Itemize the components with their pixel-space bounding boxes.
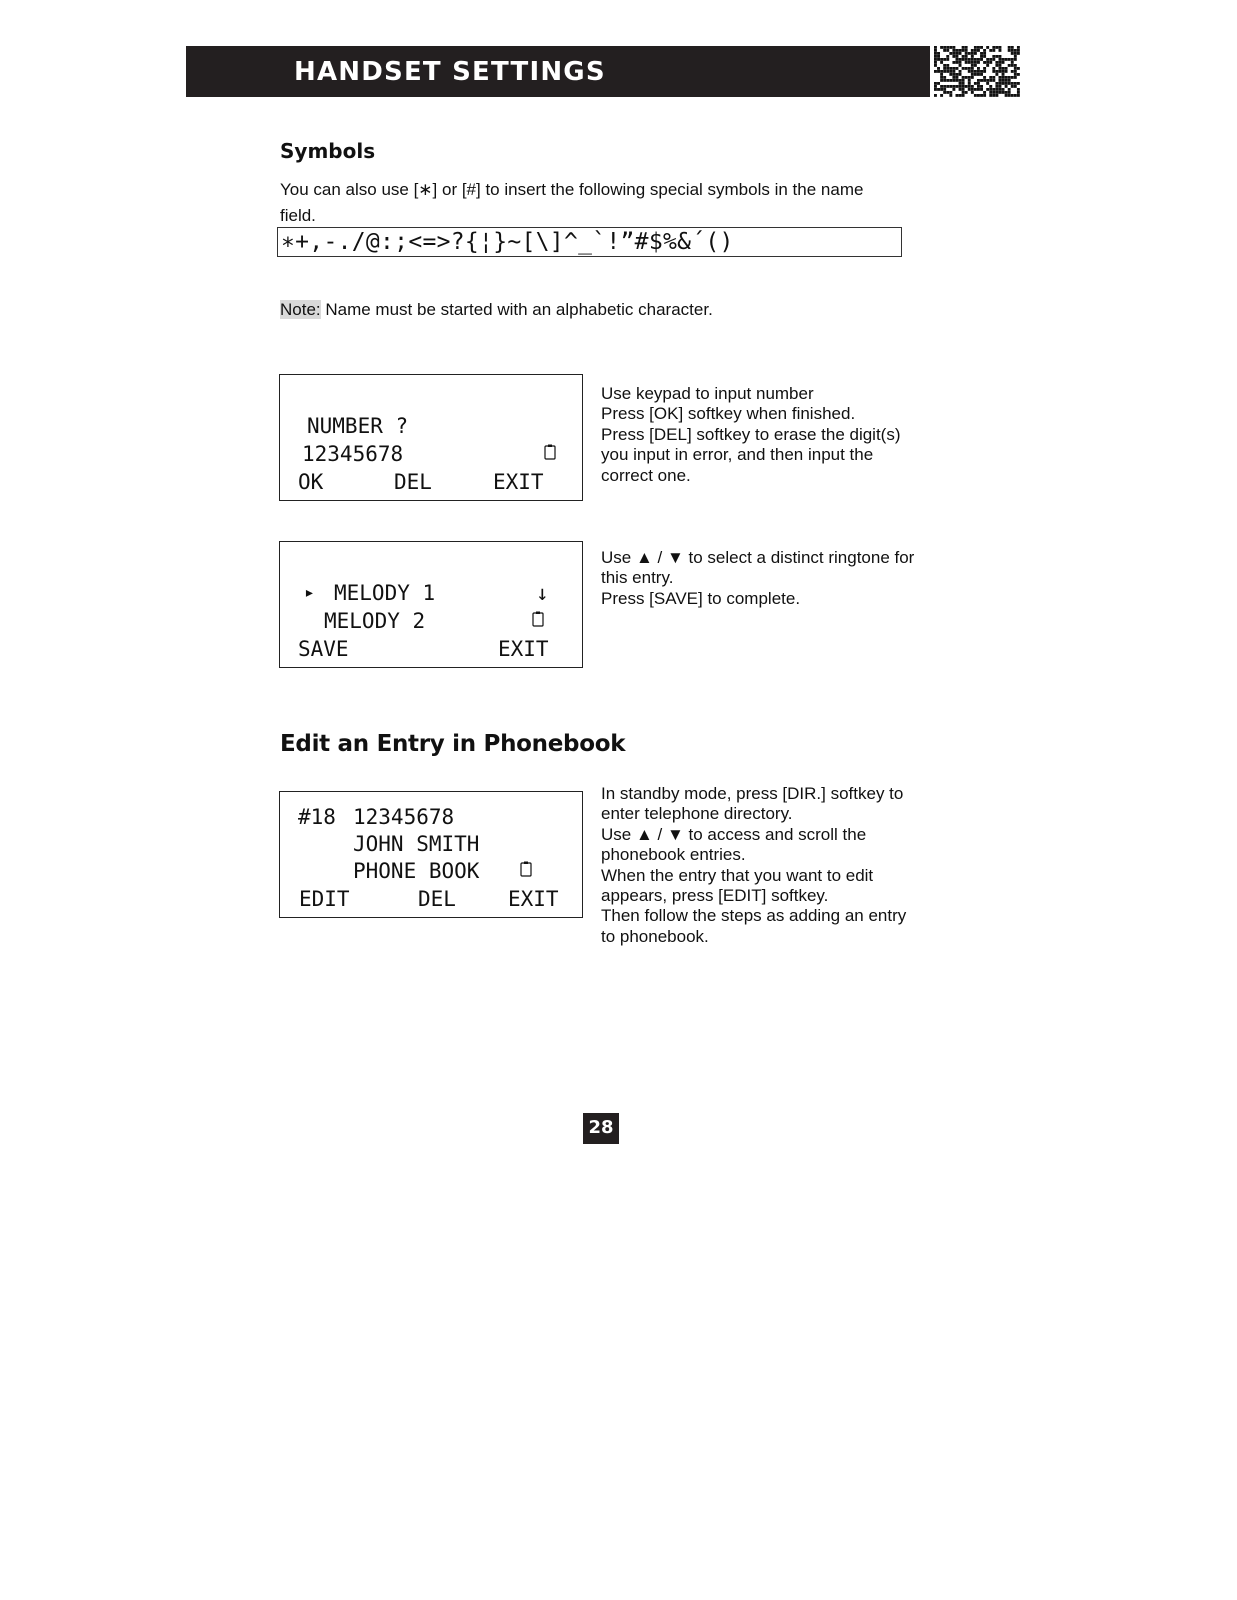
note bbox=[280, 297, 713, 323]
symbols-intro-line: field. bbox=[280, 206, 316, 225]
scroll-down-arrow-icon: ↓ bbox=[536, 581, 549, 605]
softkey-ok: OK bbox=[298, 470, 324, 494]
symbols-intro-line: You can also use [∗] or [#] to insert the following special symbols in the name bbox=[280, 180, 864, 199]
header-bar bbox=[186, 46, 930, 97]
instruction-line: correct one. bbox=[601, 465, 691, 485]
symbols-heading: Symbols bbox=[280, 139, 376, 163]
instruction-line: Press [SAVE] to complete. bbox=[601, 588, 801, 608]
instruction-line: Use ▲ / ▼ to access and scroll the bbox=[601, 824, 867, 844]
instruction-line: appears, press [EDIT] softkey. bbox=[601, 886, 829, 906]
instruction-line: enter telephone directory. bbox=[601, 804, 793, 824]
page-title: HANDSET SETTINGS bbox=[294, 57, 606, 87]
melody-instructions bbox=[601, 548, 941, 609]
instruction-line: Then follow the steps as adding an entry bbox=[601, 906, 907, 926]
handset-icon bbox=[532, 611, 544, 627]
lcd-screen-melody bbox=[279, 541, 583, 668]
note-text: Name must be started with an alphabetic character. bbox=[320, 300, 713, 319]
melody-option-2: MELODY 2 bbox=[324, 609, 426, 633]
instruction-line: this entry. bbox=[601, 568, 674, 588]
softkey-exit: EXIT bbox=[498, 637, 549, 661]
softkey-del: DEL bbox=[394, 470, 432, 494]
instruction-line: When the entry that you want to edit bbox=[601, 865, 874, 885]
lcd-screen-number bbox=[279, 374, 583, 501]
instruction-line: Use ▲ / ▼ to select a distinct ringtone for bbox=[601, 548, 915, 567]
mosaic-pattern-icon bbox=[934, 46, 1020, 97]
entry-group: PHONE BOOK bbox=[353, 859, 480, 883]
softkey-exit: EXIT bbox=[508, 887, 559, 911]
softkey-del: DEL bbox=[418, 887, 456, 911]
entry-index: #18 bbox=[298, 805, 336, 829]
note-label: Note: bbox=[280, 300, 321, 319]
entry-number: 12345678 bbox=[353, 805, 455, 829]
instruction-line: phonebook entries. bbox=[601, 845, 746, 865]
instruction-line: to phonebook. bbox=[601, 926, 709, 946]
handset-icon bbox=[544, 444, 556, 460]
instruction-line: Press [DEL] softkey to erase the digit(s) bbox=[601, 424, 901, 444]
instruction-line: you input in error, and then input the bbox=[601, 445, 874, 465]
instruction-line: Use keypad to input number bbox=[601, 384, 814, 403]
entry-name: JOHN SMITH bbox=[353, 832, 480, 856]
softkey-edit: EDIT bbox=[299, 887, 350, 911]
softkey-exit: EXIT bbox=[493, 470, 544, 494]
instruction-line: In standby mode, press [DIR.] softkey to bbox=[601, 784, 904, 803]
lcd-screen-edit bbox=[279, 791, 583, 918]
symbols-intro bbox=[280, 177, 910, 229]
handset-icon bbox=[520, 861, 532, 877]
edit-entry-heading: Edit an Entry in Phonebook bbox=[280, 731, 626, 757]
instruction-line: Press [OK] softkey when finished. bbox=[601, 404, 856, 424]
lcd-number-value: 12345678 bbox=[302, 442, 404, 466]
selection-cursor-icon: ▸ bbox=[304, 582, 315, 603]
edit-instructions bbox=[601, 784, 941, 947]
melody-option-1: MELODY 1 bbox=[334, 581, 436, 605]
page-number: 28 bbox=[583, 1113, 619, 1144]
number-instructions bbox=[601, 384, 941, 486]
symbol-list-box: ∗+,-./@:;<=>?{¦}~[\]^_`!”#$%&´() bbox=[277, 227, 902, 257]
softkey-save: SAVE bbox=[298, 637, 349, 661]
lcd-prompt: NUMBER ? bbox=[307, 414, 409, 438]
